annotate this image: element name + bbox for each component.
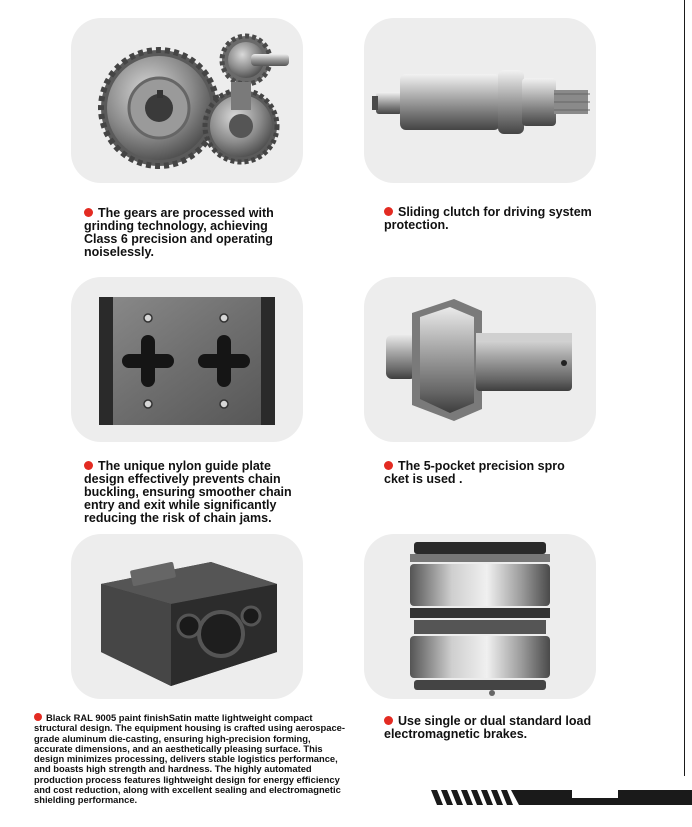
red-bullet-icon bbox=[84, 461, 93, 470]
feature-caption-guide-plate: The unique nylon guide plate design effectively prevents chain buckling, ensuring smoother chain entry and exit while significantly reducing the risk of chain jams. bbox=[84, 459, 292, 525]
feature-caption-clutch: Sliding clutch for driving system protection. bbox=[384, 205, 592, 232]
nylon-guide-plate-image bbox=[71, 277, 303, 442]
red-bullet-icon bbox=[384, 461, 393, 470]
feature-caption-housing: Black RAL 9005 paint finishSatin matte lightweight compact structural design. The equipment housing is crafted using aerospace-grade aluminum die-casting, ensuring high-precision forming, accurate dimensions, and an aesthetically pleasing surface. This design minimizes processing, delivers stable logistics performance, and boasts high strength and hardness. The highly automated production process features lightweight design for energy efficiency and cost reduction, along with excellent sealing and electromagnetic shielding performance. bbox=[34, 712, 345, 806]
feature-caption-sprocket: The 5-pocket precision spro cket is used . bbox=[384, 459, 565, 486]
red-bullet-icon bbox=[384, 716, 393, 725]
sprocket-image bbox=[364, 277, 596, 442]
electromagnetic-brakes-image bbox=[364, 534, 596, 699]
red-bullet-icon bbox=[34, 713, 42, 721]
gears-image bbox=[71, 18, 303, 183]
aluminum-housing-image bbox=[71, 534, 303, 699]
page-edge-rule bbox=[684, 0, 685, 776]
sliding-clutch-image bbox=[364, 18, 596, 183]
feature-caption-brakes: Use single or dual standard load electromagnetic brakes. bbox=[384, 714, 592, 741]
red-bullet-icon bbox=[384, 207, 393, 216]
red-bullet-icon bbox=[84, 208, 93, 217]
feature-caption-gears: The gears are processed with grinding technology, achieving Class 6 precision and operating noiselessly. bbox=[84, 206, 274, 259]
